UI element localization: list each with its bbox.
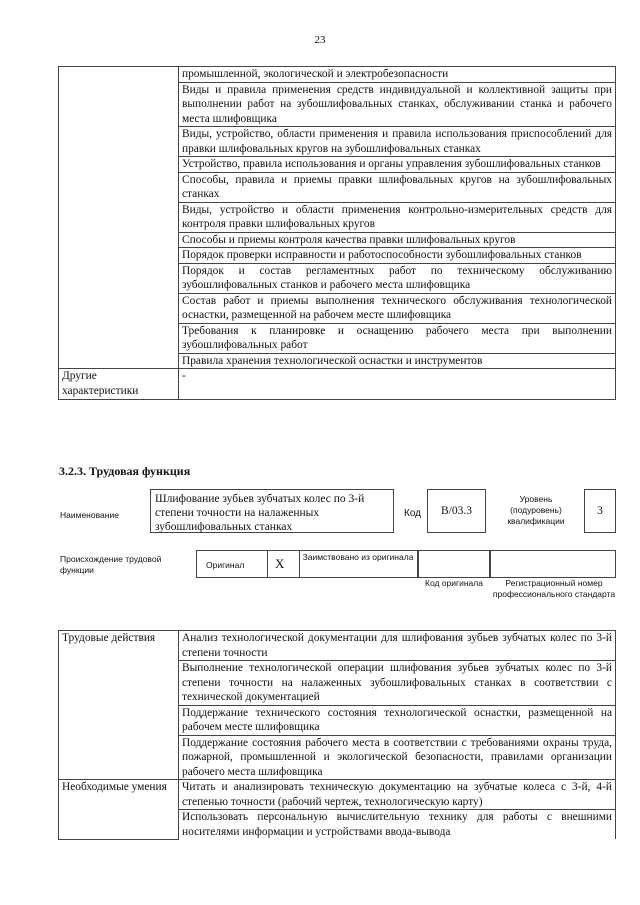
code-original-label: Код оригинала xyxy=(425,578,483,588)
table-row xyxy=(59,67,616,83)
knowledge-item: Виды, устройство и области применения контрольно-измерительных средств для контроля правки шлифовальных кругов xyxy=(179,202,616,232)
knowledge-item: Способы, правила и приемы правки шлифовальных кругов на зубошлифовальных станках xyxy=(179,172,616,202)
table-row xyxy=(59,369,616,400)
labor-action-item: Анализ технологической документации для шлифования зубьев зубчатых колес по 3-й степени точности xyxy=(179,631,616,661)
knowledge-item: Порядок и состав регламентных работ по техническому обслуживанию зубошлифовальных станков и рабочего места шлифовщика xyxy=(179,263,616,293)
code-label: Код xyxy=(404,508,422,519)
level-label: Уровень (подуровень) квалификации xyxy=(507,494,565,526)
knowledge-item: Виды и правила применения средств индивидуальной и коллективной защиты при выполнении работ на зубошлифовальных станках, обслуживании станка и рабочего места шлифовщика xyxy=(179,82,616,127)
origin-label: Происхождение трудовой функции xyxy=(60,554,162,575)
table-row xyxy=(59,631,616,661)
code-value-box: В/03.3 xyxy=(427,489,486,533)
knowledge-item: Способы и приемы контроля качества правки шлифовальных кругов xyxy=(179,232,616,248)
skill-item: Использовать персональную вычислительную технику для работы с внешними носителями информации и устройствами ввода-вывода xyxy=(179,810,616,840)
knowledge-item: Состав работ и приемы выполнения технического обслуживания технологической оснастки, размещенной на рабочем месте шлифовщика xyxy=(179,293,616,323)
label-cell-empty xyxy=(59,67,179,369)
knowledge-item: Порядок проверки исправности и работоспособности зубошлифовальных станков xyxy=(179,248,616,264)
section-heading: 3.2.3. Трудовая функция xyxy=(59,464,191,478)
knowledge-item: Требования к планировке и оснащению рабочего места при выполнении зубошлифовальных работ xyxy=(179,323,616,353)
knowledge-item: Правила хранения технологической оснастки и инструментов xyxy=(179,353,616,369)
level-value-box: 3 xyxy=(584,489,616,533)
origin-divider xyxy=(299,551,300,578)
table-row xyxy=(59,780,616,810)
labor-action-item: Поддержание состояния рабочего места в соответствии с требованиями охраны труда, пожарной, промышленной и экологической безопасности, правилами организации рабочего места шлифовщика xyxy=(179,735,616,780)
original-checkmark: X xyxy=(275,556,285,571)
labor-action-item: Выполнение технологической операции шлифования зубьев зубчатых колес по 3-й степени точности на налаженных зубошлифовальных станках в соответствии с технической документацией xyxy=(179,661,616,706)
other-characteristics-label: Другие характеристики xyxy=(59,369,179,400)
skill-item: Читать и анализировать техническую документацию на зубчатые колеса с 3-й, 4-й степенью точности (рабочий чертеж, технологическую карту) xyxy=(179,780,616,810)
function-name-box: Шлифование зубьев зубчатых колес по 3-й степени точности на налаженных зубошлифовальных станках xyxy=(150,489,394,533)
knowledge-table xyxy=(58,66,616,400)
knowledge-item: промышленной, экологической и электробезопасности xyxy=(179,67,616,83)
page-number: 23 xyxy=(314,34,326,46)
labor-actions-table xyxy=(58,630,616,840)
borrowed-label: Заимствовано из оригинала xyxy=(302,552,414,562)
code-original-box xyxy=(418,550,490,578)
labor-action-item: Поддержание технического состояния технологической оснастки, размещенной на рабочем месте шлифовщика xyxy=(179,705,616,735)
knowledge-item: Устройство, правила использования и органы управления зубошлифовальных станков xyxy=(179,157,616,173)
other-characteristics-value: - xyxy=(179,369,616,400)
name-label: Наименование xyxy=(60,510,119,520)
labor-actions-label: Трудовые действия xyxy=(59,631,179,780)
origin-divider xyxy=(267,551,268,578)
knowledge-item: Виды, устройство, области применения и правила использования приспособлений для правки шлифовальных кругов на зубошлифовальных станках xyxy=(179,127,616,157)
reg-number-label: Регистрационный номер профессионального стандарта xyxy=(492,578,616,599)
original-label: Оригинал xyxy=(206,560,245,570)
skills-label: Необходимые умения xyxy=(59,780,179,840)
reg-number-box xyxy=(490,550,616,578)
